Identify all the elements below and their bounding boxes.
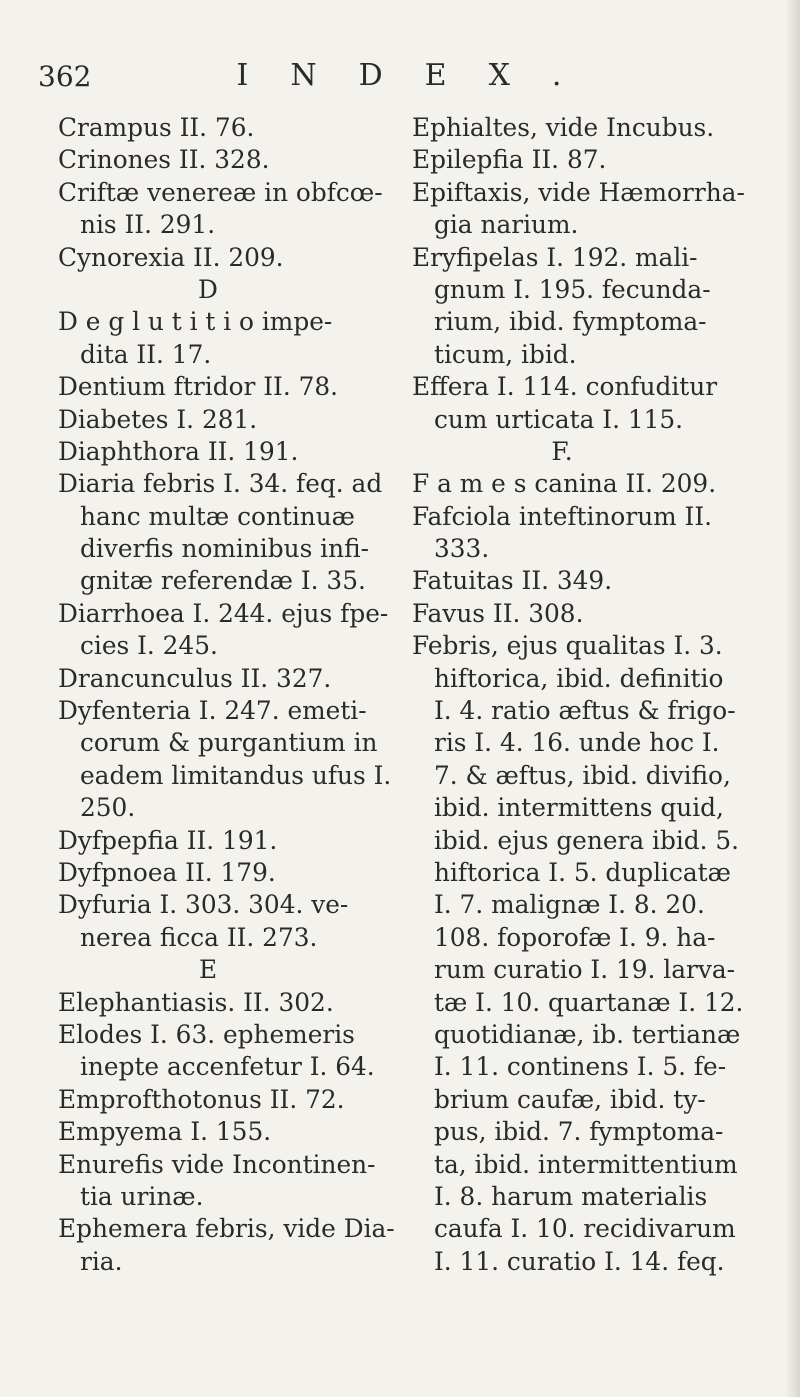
index-line: Fafciola inteftinorum II. [412, 501, 713, 531]
index-line: I. 8. harum materialis [434, 1181, 708, 1211]
index-line: Empyema I. 155. [58, 1117, 272, 1147]
index-line: corum & purgantium in [80, 728, 378, 758]
index-line: I. 7. malignæ I. 8. 20. [434, 890, 705, 920]
index-line: Eryfipelas I. 192. mali- [412, 242, 698, 272]
index-line: Emprofthotonus II. 72. [58, 1084, 345, 1114]
index-line: tia urinæ. [80, 1181, 204, 1211]
index-line: gnum I. 195. fecunda- [434, 274, 711, 304]
page-header [20, 40, 780, 93]
index-line: Dyfpnoea II. 179. [58, 857, 276, 887]
index-line: brium caufæ, ibid. ty- [434, 1084, 706, 1114]
index-line: I. 11. continens I. 5. fe- [434, 1052, 727, 1082]
index-line: nis II. 291. [80, 210, 216, 240]
index-line: Criftæ venereæ in obfcœ- [58, 177, 383, 207]
index-line: I. 11. curatio I. 14. feq. [434, 1246, 725, 1276]
index-line: inepte accenfetur I. 64. [80, 1052, 375, 1082]
index-line: pus, ibid. 7. fymptoma- [434, 1117, 724, 1147]
index-line: Diaphthora II. 191. [58, 436, 299, 466]
page-edge-shadow [786, 0, 800, 1397]
index-line: 250. [80, 793, 136, 823]
index-column-right [412, 112, 745, 1278]
index-line: ta, ibid. intermittentium [434, 1149, 738, 1179]
index-line: gnitæ referendæ I. 35. [80, 566, 366, 596]
index-line: Cynorexia II. 209. [58, 242, 284, 272]
index-line: Dyfenteria I. 247. emeti- [58, 696, 367, 726]
page-number: 362 [38, 60, 92, 93]
index-line: Dentium ftridor II. 78. [58, 372, 339, 402]
index-line: diverfis nominibus infi- [80, 534, 370, 564]
index-line: ticum, ibid. [434, 339, 577, 369]
index-line: hiftorica I. 5. duplicatæ [434, 857, 731, 887]
index-line: D e g l u t i t i o impe- [58, 307, 333, 337]
section-letter: E [198, 955, 218, 985]
index-line: 7. & æftus, ibid. divifio, [434, 760, 731, 790]
index-line: ibid. ejus genera ibid. 5. [434, 825, 740, 855]
index-line: Diarrhoea I. 244. ejus fpe- [58, 598, 389, 628]
index-line: ibid. intermittens quid, [434, 793, 724, 823]
index-line: Favus II. 308. [412, 598, 584, 628]
index-line: Elodes I. 63. ephemeris [58, 1019, 355, 1049]
index-line: Elephantiasis. II. 302. [58, 987, 334, 1017]
index-line: eadem limitandus ufus I. [80, 760, 392, 790]
section-letter: F. [551, 436, 573, 466]
index-line: I. 4. ratio æftus & frigo- [434, 696, 736, 726]
index-line: Diaria febris I. 34. feq. ad [58, 469, 383, 499]
index-line: rium, ibid. fymptoma- [434, 307, 707, 337]
index-line: Diabetes I. 281. [58, 404, 258, 434]
index-line: Dyfpepfia II. 191. [58, 825, 278, 855]
index-line: Enurefis vide Incontinen- [58, 1149, 376, 1179]
index-line: Effera I. 114. confuditur [412, 372, 718, 402]
index-line: Febris, ejus qualitas I. 3. [412, 631, 723, 661]
index-line: cies I. 245. [80, 631, 218, 661]
index-line: hiftorica, ibid. definitio [434, 663, 724, 693]
index-line: nerea ficca II. 273. [80, 922, 318, 952]
section-letter: D [198, 274, 218, 304]
index-line: Fatuitas II. 349. [412, 566, 613, 596]
index-line: 333. [434, 534, 490, 564]
index-line: dita II. 17. [80, 339, 212, 369]
running-head: INDEX. [236, 58, 604, 93]
index-line: ris I. 4. 16. unde hoc I. [434, 728, 720, 758]
index-line: Ephialtes, vide Incubus. [412, 113, 715, 142]
index-line: Drancunculus II. 327. [58, 663, 332, 693]
index-line: Crinones II. 328. [58, 145, 270, 175]
index-line: caufa I. 10. recidivarum [434, 1214, 736, 1244]
index-line: 108. foporofæ I. 9. ha- [434, 922, 716, 952]
index-line: Epilepfia II. 87. [412, 145, 607, 175]
index-line: Ephemera febris, vide Dia- [58, 1214, 395, 1244]
index-line: tæ I. 10. quartanæ I. 12. [434, 987, 744, 1017]
index-line: ria. [80, 1246, 123, 1276]
index-column-left [58, 112, 395, 1278]
index-line: quotidianæ, ib. tertianæ [434, 1019, 741, 1049]
index-line: rum curatio I. 19. larva- [434, 955, 736, 985]
index-line: Dyfuria I. 303. 304. ve- [58, 890, 349, 920]
index-line: hanc multæ continuæ [80, 501, 355, 531]
index-line: F a m e s canina II. 209. [412, 469, 717, 499]
index-line: Crampus II. 76. [58, 113, 255, 142]
index-line: Epiftaxis, vide Hæmorrha- [412, 177, 745, 207]
index-line: gia narium. [434, 210, 579, 240]
index-line: cum urticata I. 115. [434, 404, 684, 434]
